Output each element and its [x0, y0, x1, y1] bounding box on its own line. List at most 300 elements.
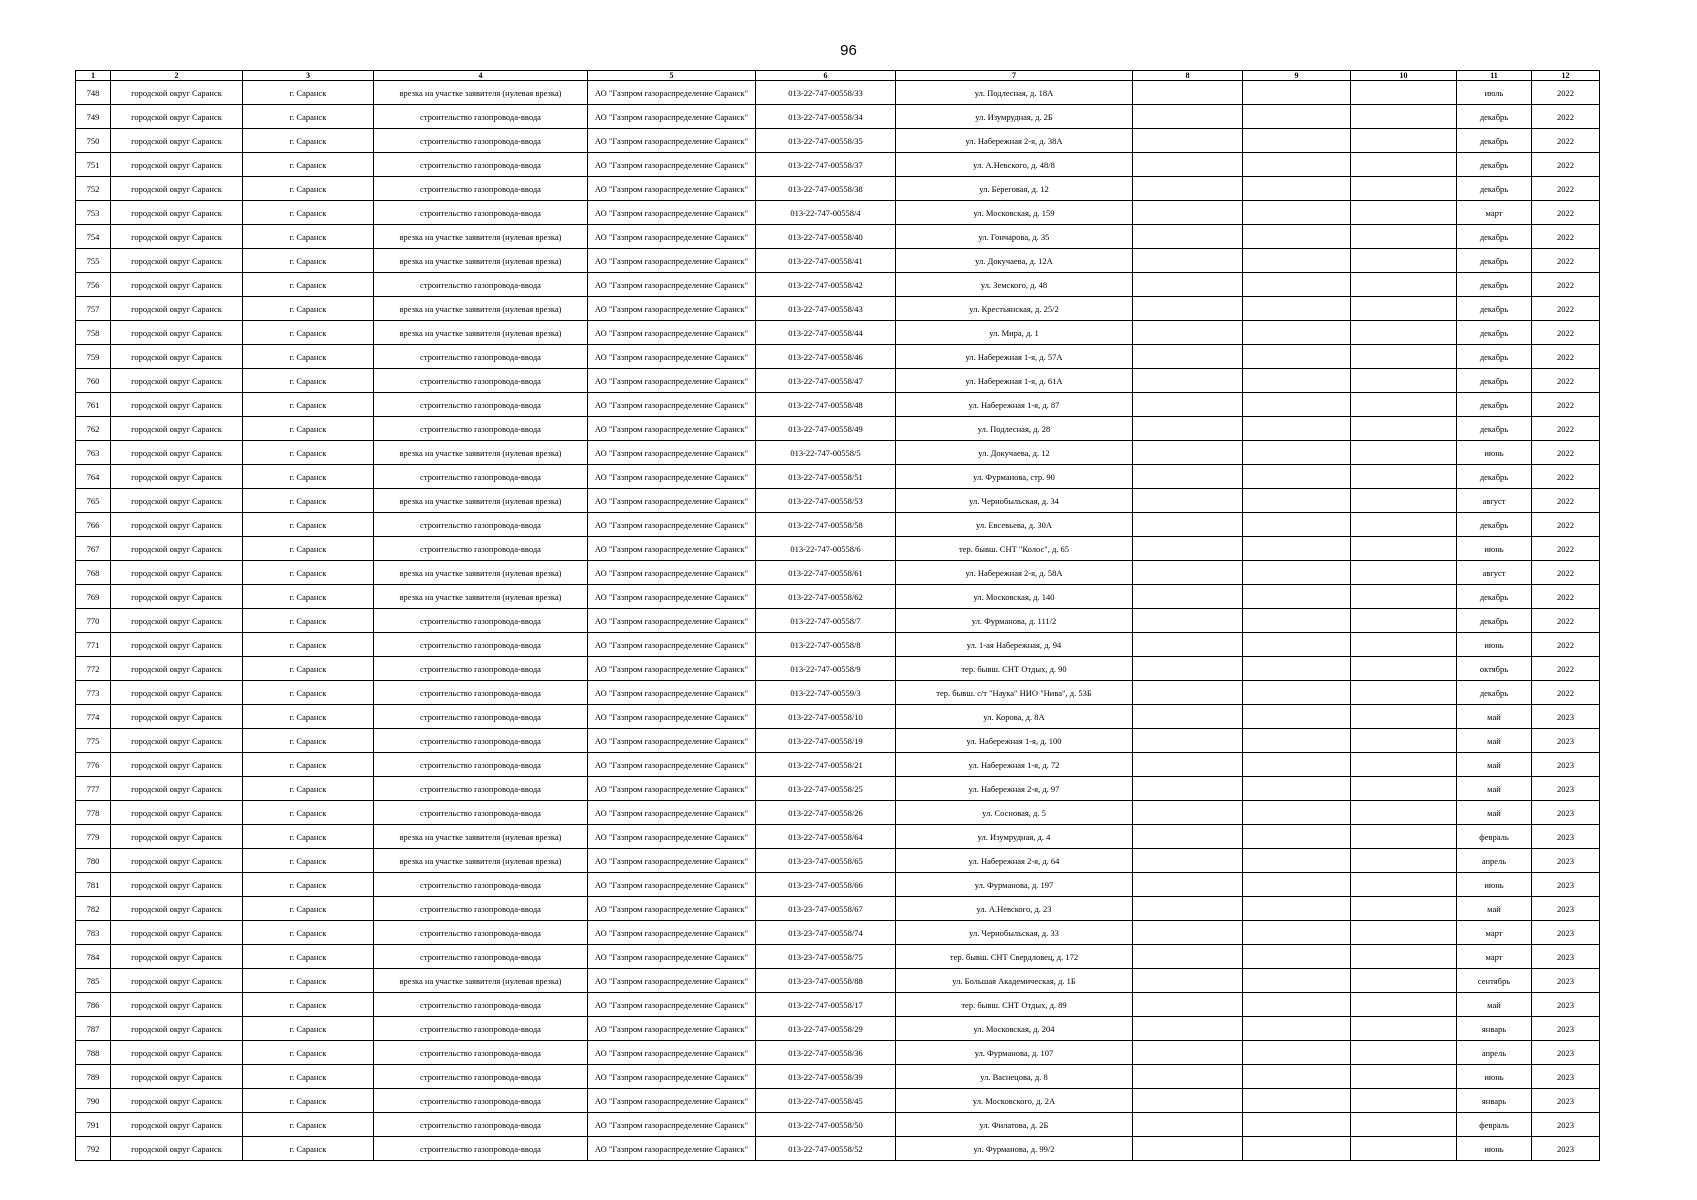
code-cell: 013-23-747-00558/74: [756, 921, 896, 945]
column-8-cell: [1133, 513, 1243, 537]
table-row: [76, 489, 1600, 513]
row-number-cell: 792: [76, 1137, 111, 1161]
data-table: [75, 70, 1600, 1161]
city-cell: г. Саранск: [243, 465, 374, 489]
work-type-cell: строительство газопровода-ввода: [374, 1089, 588, 1113]
month-cell: май: [1457, 897, 1532, 921]
column-8-cell: [1133, 153, 1243, 177]
work-type-cell: строительство газопровода-ввода: [374, 801, 588, 825]
work-type-cell: строительство газопровода-ввода: [374, 1017, 588, 1041]
organization-cell: АО "Газпром газораспределение Саранск": [588, 441, 756, 465]
work-type-cell: строительство газопровода-ввода: [374, 153, 588, 177]
month-cell: март: [1457, 201, 1532, 225]
column-8-cell: [1133, 657, 1243, 681]
city-cell: г. Саранск: [243, 609, 374, 633]
organization-cell: АО "Газпром газораспределение Саранск": [588, 153, 756, 177]
column-8-cell: [1133, 1065, 1243, 1089]
column-9-cell: [1243, 1017, 1351, 1041]
column-8-cell: [1133, 681, 1243, 705]
district-cell: городской округ Саранск: [111, 297, 243, 321]
year-cell: 2023: [1532, 849, 1600, 873]
row-number-cell: 765: [76, 489, 111, 513]
table-row: [76, 633, 1600, 657]
row-number-cell: 773: [76, 681, 111, 705]
district-cell: городской округ Саранск: [111, 345, 243, 369]
code-cell: 013-22-747-00558/36: [756, 1041, 896, 1065]
column-10-cell: [1351, 873, 1457, 897]
district-cell: городской округ Саранск: [111, 777, 243, 801]
address-cell: ул. Чернобыльская, д. 33: [896, 921, 1133, 945]
city-cell: г. Саранск: [243, 273, 374, 297]
column-9-cell: [1243, 537, 1351, 561]
organization-cell: АО "Газпром газораспределение Саранск": [588, 681, 756, 705]
district-cell: городской округ Саранск: [111, 753, 243, 777]
month-cell: октябрь: [1457, 657, 1532, 681]
code-cell: 013-22-747-00558/19: [756, 729, 896, 753]
column-8-cell: [1133, 393, 1243, 417]
column-10-cell: [1351, 201, 1457, 225]
work-type-cell: строительство газопровода-ввода: [374, 633, 588, 657]
address-cell: ул. Фурманова, д. 197: [896, 873, 1133, 897]
address-cell: ул. Набережная 1-я, д. 61А: [896, 369, 1133, 393]
organization-cell: АО "Газпром газораспределение Саранск": [588, 825, 756, 849]
year-cell: 2023: [1532, 921, 1600, 945]
address-cell: ул. 1-ая Набережная, д. 94: [896, 633, 1133, 657]
city-cell: г. Саранск: [243, 585, 374, 609]
column-8-cell: [1133, 1017, 1243, 1041]
table-header: [76, 71, 1600, 81]
code-cell: 013-22-747-00558/43: [756, 297, 896, 321]
column-9-cell: [1243, 225, 1351, 249]
table-row: [76, 825, 1600, 849]
column-9-cell: [1243, 1089, 1351, 1113]
district-cell: городской округ Саранск: [111, 105, 243, 129]
column-8-cell: [1133, 201, 1243, 225]
row-number-cell: 787: [76, 1017, 111, 1041]
column-10-cell: [1351, 825, 1457, 849]
organization-cell: АО "Газпром газораспределение Саранск": [588, 273, 756, 297]
code-cell: 013-22-747-00558/46: [756, 345, 896, 369]
work-type-cell: строительство газопровода-ввода: [374, 129, 588, 153]
row-number-cell: 748: [76, 81, 111, 105]
month-cell: февраль: [1457, 825, 1532, 849]
table-row: [76, 657, 1600, 681]
address-cell: тер. бывш. СНТ Отдых, д. 90: [896, 657, 1133, 681]
column-10-cell: [1351, 897, 1457, 921]
district-cell: городской округ Саранск: [111, 225, 243, 249]
row-number-cell: 770: [76, 609, 111, 633]
code-cell: 013-22-747-00558/38: [756, 177, 896, 201]
address-cell: ул. Набережная 1-я, д. 100: [896, 729, 1133, 753]
organization-cell: АО "Газпром газораспределение Саранск": [588, 1041, 756, 1065]
city-cell: г. Саранск: [243, 777, 374, 801]
district-cell: городской округ Саранск: [111, 729, 243, 753]
district-cell: городской округ Саранск: [111, 945, 243, 969]
city-cell: г. Саранск: [243, 561, 374, 585]
column-9-cell: [1243, 825, 1351, 849]
column-10-cell: [1351, 465, 1457, 489]
district-cell: городской округ Саранск: [111, 417, 243, 441]
work-type-cell: строительство газопровода-ввода: [374, 177, 588, 201]
month-cell: декабрь: [1457, 393, 1532, 417]
row-number-cell: 784: [76, 945, 111, 969]
district-cell: городской округ Саранск: [111, 537, 243, 561]
column-8-cell: [1133, 1041, 1243, 1065]
column-10-cell: [1351, 345, 1457, 369]
row-number-cell: 778: [76, 801, 111, 825]
year-cell: 2023: [1532, 801, 1600, 825]
month-cell: апрель: [1457, 1041, 1532, 1065]
row-number-cell: 772: [76, 657, 111, 681]
district-cell: городской округ Саранск: [111, 273, 243, 297]
code-cell: 013-22-747-00558/4: [756, 201, 896, 225]
month-cell: август: [1457, 489, 1532, 513]
year-cell: 2023: [1532, 1089, 1600, 1113]
city-cell: г. Саранск: [243, 249, 374, 273]
table-row: [76, 945, 1600, 969]
year-cell: 2022: [1532, 537, 1600, 561]
code-cell: 013-22-747-00558/5: [756, 441, 896, 465]
address-cell: ул. Земского, д. 48: [896, 273, 1133, 297]
address-cell: ул. Набережная 2-я, д. 38А: [896, 129, 1133, 153]
table-row: [76, 177, 1600, 201]
code-cell: 013-22-747-00558/17: [756, 993, 896, 1017]
column-9-cell: [1243, 993, 1351, 1017]
district-cell: городской округ Саранск: [111, 801, 243, 825]
row-number-cell: 750: [76, 129, 111, 153]
address-cell: тер. бывш. СНТ Отдых, д. 89: [896, 993, 1133, 1017]
column-10-cell: [1351, 321, 1457, 345]
month-cell: январь: [1457, 1017, 1532, 1041]
work-type-cell: врезка на участке заявителя (нулевая врезка): [374, 969, 588, 993]
year-cell: 2023: [1532, 897, 1600, 921]
work-type-cell: строительство газопровода-ввода: [374, 1113, 588, 1137]
column-9-cell: [1243, 873, 1351, 897]
organization-cell: АО "Газпром газораспределение Саранск": [588, 297, 756, 321]
year-cell: 2023: [1532, 993, 1600, 1017]
address-cell: ул. Корова, д. 8А: [896, 705, 1133, 729]
month-cell: март: [1457, 921, 1532, 945]
organization-cell: АО "Газпром газораспределение Саранск": [588, 729, 756, 753]
organization-cell: АО "Газпром газораспределение Саранск": [588, 489, 756, 513]
work-type-cell: строительство газопровода-ввода: [374, 921, 588, 945]
row-number-cell: 786: [76, 993, 111, 1017]
district-cell: городской округ Саранск: [111, 465, 243, 489]
row-number-cell: 774: [76, 705, 111, 729]
table-row: [76, 105, 1600, 129]
row-number-cell: 762: [76, 417, 111, 441]
month-cell: июль: [1457, 81, 1532, 105]
address-cell: ул. Мира, д. 1: [896, 321, 1133, 345]
code-cell: 013-22-747-00558/6: [756, 537, 896, 561]
column-10-cell: [1351, 705, 1457, 729]
work-type-cell: врезка на участке заявителя (нулевая врезка): [374, 321, 588, 345]
code-cell: 013-22-747-00558/53: [756, 489, 896, 513]
column-10-cell: [1351, 753, 1457, 777]
row-number-cell: 780: [76, 849, 111, 873]
code-cell: 013-22-747-00558/7: [756, 609, 896, 633]
work-type-cell: врезка на участке заявителя (нулевая врезка): [374, 489, 588, 513]
city-cell: г. Саранск: [243, 105, 374, 129]
code-cell: 013-22-747-00558/21: [756, 753, 896, 777]
column-8-cell: [1133, 345, 1243, 369]
column-8-cell: [1133, 561, 1243, 585]
column-9-cell: [1243, 393, 1351, 417]
district-cell: городской округ Саранск: [111, 873, 243, 897]
month-cell: июнь: [1457, 537, 1532, 561]
table-row: [76, 393, 1600, 417]
code-cell: 013-22-747-00558/47: [756, 369, 896, 393]
address-cell: ул. Крестьянская, д. 25/2: [896, 297, 1133, 321]
column-8-cell: [1133, 993, 1243, 1017]
year-cell: 2022: [1532, 201, 1600, 225]
column-8-cell: [1133, 225, 1243, 249]
organization-cell: АО "Газпром газораспределение Саранск": [588, 1065, 756, 1089]
table-row: [76, 1089, 1600, 1113]
row-number-cell: 759: [76, 345, 111, 369]
month-cell: май: [1457, 753, 1532, 777]
address-cell: тер. бывш. СНТ "Колос", д. 65: [896, 537, 1133, 561]
column-10-cell: [1351, 969, 1457, 993]
column-9-cell: [1243, 969, 1351, 993]
row-number-cell: 785: [76, 969, 111, 993]
column-9-cell: [1243, 441, 1351, 465]
district-cell: городской округ Саранск: [111, 993, 243, 1017]
work-type-cell: врезка на участке заявителя (нулевая врезка): [374, 441, 588, 465]
city-cell: г. Саранск: [243, 993, 374, 1017]
year-cell: 2023: [1532, 1041, 1600, 1065]
column-9-cell: [1243, 921, 1351, 945]
table-row: [76, 129, 1600, 153]
column-8-cell: [1133, 489, 1243, 513]
column-9-cell: [1243, 1041, 1351, 1065]
month-cell: декабрь: [1457, 153, 1532, 177]
column-10-cell: [1351, 441, 1457, 465]
column-10-cell: [1351, 1017, 1457, 1041]
month-cell: январь: [1457, 1089, 1532, 1113]
column-header: 11: [1457, 71, 1532, 81]
district-cell: городской округ Саранск: [111, 585, 243, 609]
year-cell: 2023: [1532, 753, 1600, 777]
table-row: [76, 921, 1600, 945]
year-cell: 2022: [1532, 177, 1600, 201]
column-9-cell: [1243, 897, 1351, 921]
column-10-cell: [1351, 81, 1457, 105]
organization-cell: АО "Газпром газораспределение Саранск": [588, 201, 756, 225]
month-cell: май: [1457, 729, 1532, 753]
work-type-cell: строительство газопровода-ввода: [374, 273, 588, 297]
row-number-cell: 775: [76, 729, 111, 753]
column-8-cell: [1133, 537, 1243, 561]
organization-cell: АО "Газпром газораспределение Саранск": [588, 561, 756, 585]
work-type-cell: строительство газопровода-ввода: [374, 729, 588, 753]
organization-cell: АО "Газпром газораспределение Саранск": [588, 921, 756, 945]
row-number-cell: 779: [76, 825, 111, 849]
column-header: 9: [1243, 71, 1351, 81]
month-cell: август: [1457, 561, 1532, 585]
column-9-cell: [1243, 633, 1351, 657]
address-cell: ул. Большая Академическая, д. 1Б: [896, 969, 1133, 993]
code-cell: 013-23-747-00558/66: [756, 873, 896, 897]
month-cell: декабрь: [1457, 465, 1532, 489]
row-number-cell: 781: [76, 873, 111, 897]
column-8-cell: [1133, 801, 1243, 825]
year-cell: 2022: [1532, 393, 1600, 417]
row-number-cell: 783: [76, 921, 111, 945]
column-8-cell: [1133, 705, 1243, 729]
code-cell: 013-22-747-00558/10: [756, 705, 896, 729]
district-cell: городской округ Саранск: [111, 897, 243, 921]
city-cell: г. Саранск: [243, 1017, 374, 1041]
address-cell: ул. Московская, д. 204: [896, 1017, 1133, 1041]
column-9-cell: [1243, 177, 1351, 201]
work-type-cell: строительство газопровода-ввода: [374, 993, 588, 1017]
table-row: [76, 1041, 1600, 1065]
column-header: 7: [896, 71, 1133, 81]
code-cell: 013-23-747-00558/88: [756, 969, 896, 993]
city-cell: г. Саранск: [243, 1089, 374, 1113]
column-header: 4: [374, 71, 588, 81]
column-8-cell: [1133, 177, 1243, 201]
organization-cell: АО "Газпром газораспределение Саранск": [588, 969, 756, 993]
row-number-cell: 758: [76, 321, 111, 345]
district-cell: городской округ Саранск: [111, 705, 243, 729]
year-cell: 2022: [1532, 297, 1600, 321]
column-8-cell: [1133, 129, 1243, 153]
organization-cell: АО "Газпром газораспределение Саранск": [588, 633, 756, 657]
column-9-cell: [1243, 417, 1351, 441]
column-8-cell: [1133, 825, 1243, 849]
city-cell: г. Саранск: [243, 1065, 374, 1089]
work-type-cell: строительство газопровода-ввода: [374, 873, 588, 897]
column-8-cell: [1133, 849, 1243, 873]
table-row: [76, 81, 1600, 105]
address-cell: ул. Сосновая, д. 5: [896, 801, 1133, 825]
table-row: [76, 753, 1600, 777]
column-9-cell: [1243, 345, 1351, 369]
organization-cell: АО "Газпром газораспределение Саранск": [588, 1113, 756, 1137]
column-9-cell: [1243, 585, 1351, 609]
organization-cell: АО "Газпром газораспределение Саранск": [588, 225, 756, 249]
month-cell: декабрь: [1457, 273, 1532, 297]
column-8-cell: [1133, 753, 1243, 777]
column-10-cell: [1351, 297, 1457, 321]
code-cell: 013-22-747-00558/41: [756, 249, 896, 273]
column-10-cell: [1351, 585, 1457, 609]
code-cell: 013-22-747-00559/3: [756, 681, 896, 705]
address-cell: ул. Подлесная, д. 18А: [896, 81, 1133, 105]
code-cell: 013-22-747-00558/33: [756, 81, 896, 105]
column-10-cell: [1351, 177, 1457, 201]
row-number-cell: 763: [76, 441, 111, 465]
column-8-cell: [1133, 441, 1243, 465]
year-cell: 2022: [1532, 561, 1600, 585]
table-row: [76, 465, 1600, 489]
table-row: [76, 897, 1600, 921]
city-cell: г. Саранск: [243, 921, 374, 945]
district-cell: городской округ Саранск: [111, 1065, 243, 1089]
organization-cell: АО "Газпром газораспределение Саранск": [588, 657, 756, 681]
organization-cell: АО "Газпром газораспределение Саранск": [588, 609, 756, 633]
column-10-cell: [1351, 777, 1457, 801]
city-cell: г. Саранск: [243, 297, 374, 321]
column-8-cell: [1133, 897, 1243, 921]
column-10-cell: [1351, 105, 1457, 129]
row-number-cell: 756: [76, 273, 111, 297]
row-number-cell: 788: [76, 1041, 111, 1065]
column-10-cell: [1351, 849, 1457, 873]
year-cell: 2022: [1532, 609, 1600, 633]
year-cell: 2022: [1532, 345, 1600, 369]
organization-cell: АО "Газпром газораспределение Саранск": [588, 873, 756, 897]
month-cell: декабрь: [1457, 129, 1532, 153]
column-10-cell: [1351, 945, 1457, 969]
code-cell: 013-22-747-00558/62: [756, 585, 896, 609]
city-cell: г. Саранск: [243, 225, 374, 249]
column-8-cell: [1133, 1137, 1243, 1161]
work-type-cell: строительство газопровода-ввода: [374, 537, 588, 561]
row-number-cell: 771: [76, 633, 111, 657]
month-cell: июнь: [1457, 1137, 1532, 1161]
column-10-cell: [1351, 513, 1457, 537]
table-body: [76, 81, 1600, 1161]
column-10-cell: [1351, 681, 1457, 705]
table-row: [76, 1065, 1600, 1089]
work-type-cell: строительство газопровода-ввода: [374, 705, 588, 729]
table-row: [76, 1017, 1600, 1041]
column-8-cell: [1133, 585, 1243, 609]
work-type-cell: строительство газопровода-ввода: [374, 753, 588, 777]
district-cell: городской округ Саранск: [111, 177, 243, 201]
table-row: [76, 801, 1600, 825]
year-cell: 2023: [1532, 873, 1600, 897]
column-10-cell: [1351, 1113, 1457, 1137]
column-9-cell: [1243, 105, 1351, 129]
column-8-cell: [1133, 249, 1243, 273]
month-cell: март: [1457, 945, 1532, 969]
organization-cell: АО "Газпром газораспределение Саранск": [588, 753, 756, 777]
work-type-cell: строительство газопровода-ввода: [374, 1041, 588, 1065]
address-cell: ул. Чернобыльская, д. 34: [896, 489, 1133, 513]
column-9-cell: [1243, 945, 1351, 969]
year-cell: 2023: [1532, 969, 1600, 993]
year-cell: 2023: [1532, 945, 1600, 969]
column-9-cell: [1243, 513, 1351, 537]
column-8-cell: [1133, 729, 1243, 753]
column-8-cell: [1133, 921, 1243, 945]
column-8-cell: [1133, 1113, 1243, 1137]
work-type-cell: строительство газопровода-ввода: [374, 609, 588, 633]
year-cell: 2022: [1532, 513, 1600, 537]
table-row: [76, 225, 1600, 249]
address-cell: ул. Докучаева, д. 12: [896, 441, 1133, 465]
year-cell: 2022: [1532, 153, 1600, 177]
table-row: [76, 681, 1600, 705]
table-row: [76, 369, 1600, 393]
district-cell: городской округ Саранск: [111, 1113, 243, 1137]
code-cell: 013-22-747-00558/64: [756, 825, 896, 849]
address-cell: тер. бывш. с/т "Наука" НИО "Нива", д. 53Б: [896, 681, 1133, 705]
work-type-cell: строительство газопровода-ввода: [374, 1137, 588, 1161]
column-8-cell: [1133, 633, 1243, 657]
work-type-cell: строительство газопровода-ввода: [374, 345, 588, 369]
table-row: [76, 537, 1600, 561]
organization-cell: АО "Газпром газораспределение Саранск": [588, 321, 756, 345]
column-header: 3: [243, 71, 374, 81]
work-type-cell: строительство газопровода-ввода: [374, 417, 588, 441]
row-number-cell: 777: [76, 777, 111, 801]
year-cell: 2022: [1532, 321, 1600, 345]
